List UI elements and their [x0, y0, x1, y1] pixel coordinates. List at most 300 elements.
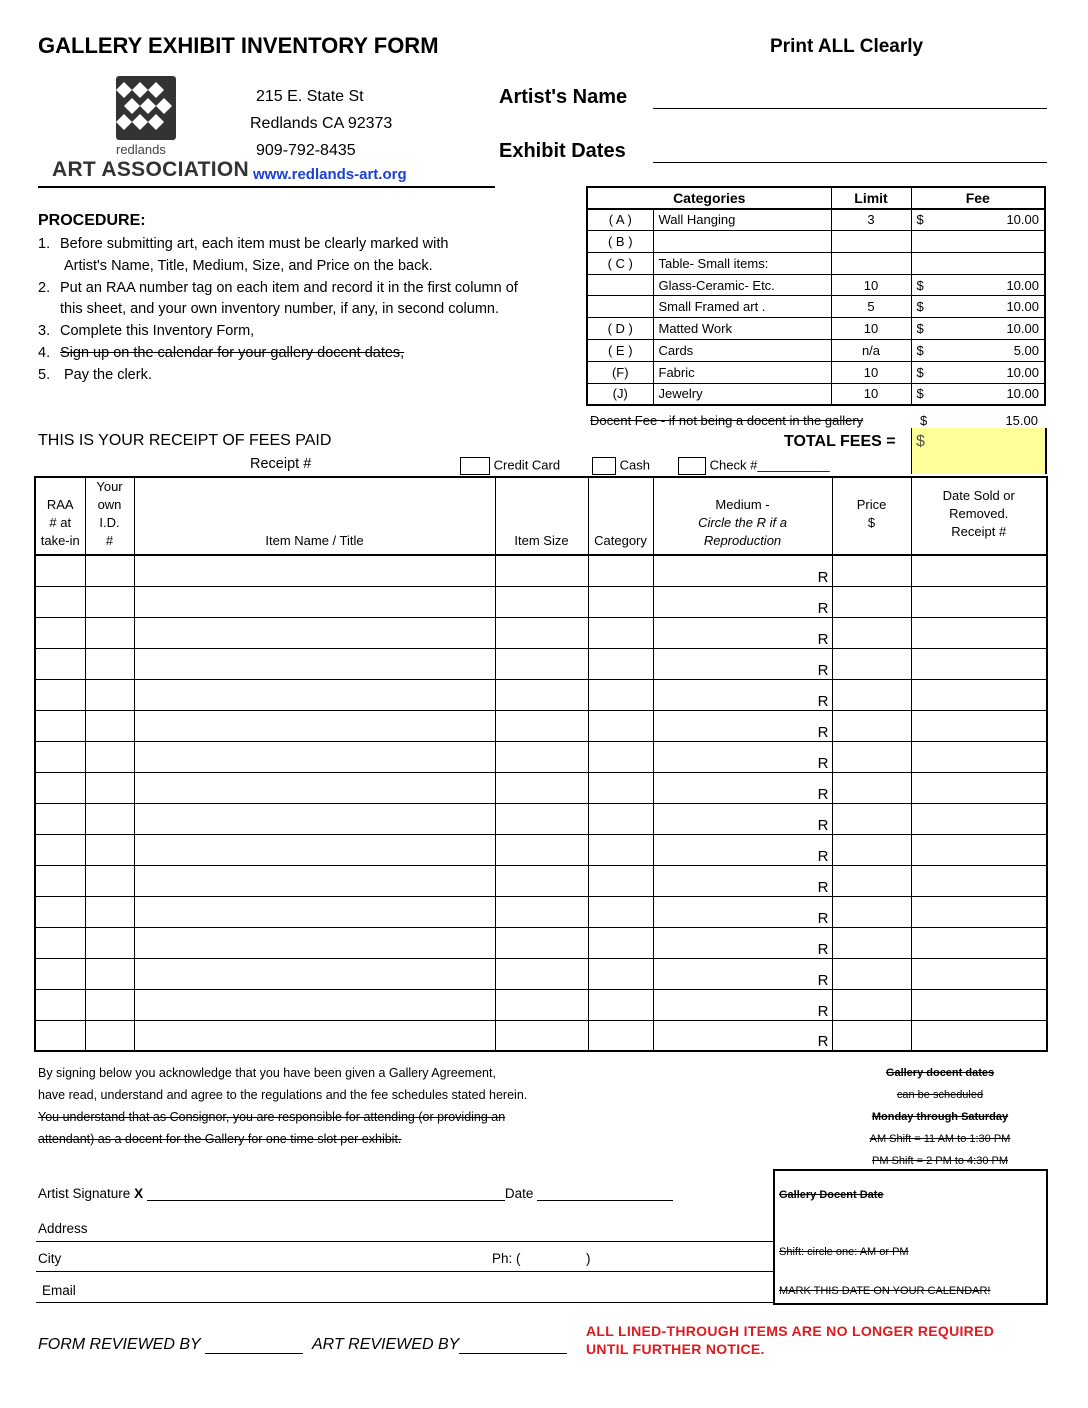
city-label: City — [38, 1251, 62, 1266]
category-cell[interactable] — [588, 648, 653, 679]
price-cell[interactable] — [832, 989, 911, 1020]
item-size-cell[interactable] — [495, 989, 588, 1020]
date-sold-cell[interactable] — [911, 555, 1047, 586]
inventory-row — [35, 927, 1047, 958]
category-fee — [911, 383, 1045, 405]
category-cell[interactable] — [588, 1020, 653, 1051]
category-code: (F) — [587, 361, 653, 383]
form-title: GALLERY EXHIBIT INVENTORY FORM — [38, 33, 439, 58]
item-name-cell[interactable] — [134, 865, 495, 896]
date-sold-cell[interactable] — [911, 617, 1047, 648]
raa-number-cell[interactable] — [35, 648, 85, 679]
price-cell[interactable] — [832, 772, 911, 803]
categories-header — [587, 187, 1045, 209]
form-reviewed-field[interactable] — [205, 1338, 303, 1354]
artist-name-field[interactable] — [653, 108, 1047, 109]
category-fee-value: 10.00 — [1006, 212, 1039, 228]
raa-number-cell[interactable] — [35, 927, 85, 958]
reproduction-marker[interactable]: R — [817, 1033, 829, 1050]
category-row — [587, 318, 1045, 340]
reproduction-marker[interactable]: R — [817, 909, 829, 927]
price-cell[interactable] — [832, 834, 911, 865]
date-label: Date — [504, 1186, 534, 1201]
city-field[interactable] — [36, 1271, 774, 1272]
category-limit: 10 — [831, 318, 911, 340]
raa-number-cell[interactable] — [35, 834, 85, 865]
own-id-cell[interactable] — [85, 958, 134, 989]
own-id-cell[interactable] — [85, 865, 134, 896]
procedure-step: 1. Before submitting art, each item must be clearly marked with Artist's Name, Title, Medium, Size, and Price on the back. — [38, 236, 449, 274]
cash-option[interactable] — [592, 457, 650, 475]
check-checkbox[interactable] — [678, 457, 706, 475]
category-fee-value: 10.00 — [1006, 277, 1039, 293]
procedure-step: 5. Pay the clerk. — [38, 366, 152, 383]
calendar-reminder: MARK THIS DATE ON YOUR CALENDAR! — [779, 1285, 991, 1297]
artist-signature-field[interactable] — [147, 1187, 505, 1201]
docent-fee-label: Docent Fee - if not being a docent in the gallery — [590, 413, 864, 428]
price-cell[interactable] — [832, 1020, 911, 1051]
raa-number-cell[interactable] — [35, 803, 85, 834]
price-cell[interactable] — [832, 927, 911, 958]
item-size-header: Item Size — [495, 477, 588, 555]
item-name-cell[interactable] — [134, 896, 495, 927]
address-city: Redlands CA 92373 — [250, 115, 393, 132]
item-name-cell[interactable] — [134, 710, 495, 741]
date-sold-cell[interactable] — [911, 927, 1047, 958]
receipt-number-label: Receipt # — [250, 456, 312, 472]
own-id-cell[interactable] — [85, 803, 134, 834]
category-name: Wall Hanging — [653, 209, 831, 231]
categories-table — [586, 186, 1046, 406]
medium-cell[interactable] — [653, 927, 832, 958]
category-limit — [831, 231, 911, 253]
raa-logo-icon — [116, 76, 176, 140]
price-cell[interactable] — [832, 555, 911, 586]
category-fee-currency: $ — [916, 342, 924, 358]
reproduction-marker[interactable]: R — [817, 847, 829, 865]
medium-cell[interactable] — [653, 741, 832, 772]
category-name: Matted Work — [653, 318, 831, 340]
item-name-cell[interactable] — [134, 586, 495, 617]
inventory-row — [35, 555, 1047, 586]
date-field[interactable] — [537, 1187, 673, 1201]
reproduction-marker[interactable]: R — [817, 661, 829, 679]
reproduction-marker[interactable]: R — [817, 723, 829, 741]
item-name-cell[interactable] — [134, 1020, 495, 1051]
category-code: ( D ) — [587, 318, 653, 340]
item-size-cell[interactable] — [495, 958, 588, 989]
raa-number-header: RAA # at take-in — [35, 477, 85, 555]
date-sold-cell[interactable] — [911, 710, 1047, 741]
category-header: Category — [588, 477, 653, 555]
category-cell[interactable] — [588, 741, 653, 772]
item-size-cell[interactable] — [495, 586, 588, 617]
category-code: ( E ) — [587, 340, 653, 362]
price-cell[interactable] — [832, 648, 911, 679]
reproduction-marker[interactable]: R — [817, 1002, 829, 1020]
procedure-step-struck: 4. Sign up on the calendar for your gallery docent dates, — [38, 344, 405, 361]
item-size-cell[interactable] — [495, 617, 588, 648]
item-size-cell[interactable] — [495, 834, 588, 865]
category-row — [587, 361, 1045, 383]
date-sold-cell[interactable] — [911, 958, 1047, 989]
medium-cell[interactable] — [653, 555, 832, 586]
category-cell[interactable] — [588, 617, 653, 648]
signature-x-mark: X — [134, 1186, 144, 1201]
item-size-cell[interactable] — [495, 555, 588, 586]
inventory-row — [35, 741, 1047, 772]
item-size-cell[interactable] — [495, 865, 588, 896]
date-sold-cell[interactable] — [911, 679, 1047, 710]
raa-number-cell[interactable] — [35, 710, 85, 741]
category-limit — [831, 252, 911, 274]
total-fees-label: TOTAL FEES = — [784, 433, 896, 450]
art-reviewed-field[interactable] — [459, 1338, 567, 1354]
category-code: (J) — [587, 383, 653, 405]
own-id-cell[interactable] — [85, 617, 134, 648]
inventory-row — [35, 989, 1047, 1020]
artist-signature-row — [38, 1186, 673, 1201]
category-limit: 10 — [831, 361, 911, 383]
receipt-heading: THIS IS YOUR RECEIPT OF FEES PAID — [38, 432, 332, 449]
reproduction-marker[interactable]: R — [817, 971, 829, 989]
own-id-cell[interactable] — [85, 1020, 134, 1051]
reproduction-marker[interactable]: R — [817, 878, 829, 896]
item-name-cell[interactable] — [134, 679, 495, 710]
category-code — [587, 274, 653, 296]
check-label: Check #__________ — [709, 457, 830, 473]
date-sold-cell[interactable] — [911, 896, 1047, 927]
procedure-heading: PROCEDURE: — [38, 212, 146, 229]
item-size-cell[interactable] — [495, 741, 588, 772]
own-id-cell[interactable] — [85, 989, 134, 1020]
own-id-cell[interactable] — [85, 679, 134, 710]
medium-cell[interactable] — [653, 772, 832, 803]
artist-name-label: Artist's Name — [499, 86, 628, 108]
address-phone: 909-792-8435 — [256, 142, 356, 159]
price-cell[interactable] — [832, 958, 911, 989]
category-name: Glass-Ceramic- Etc. — [653, 274, 831, 296]
raa-number-cell[interactable] — [35, 865, 85, 896]
medium-cell[interactable] — [653, 617, 832, 648]
own-id-cell[interactable] — [85, 710, 134, 741]
category-fee-value: 10.00 — [1006, 386, 1039, 402]
price-cell[interactable] — [832, 710, 911, 741]
raa-number-cell[interactable] — [35, 617, 85, 648]
reproduction-marker[interactable]: R — [817, 630, 829, 648]
category-fee — [911, 318, 1045, 340]
docent-fee-currency: $ — [920, 413, 928, 428]
item-size-cell[interactable] — [495, 648, 588, 679]
category-name: Jewelry — [653, 383, 831, 405]
medium-cell[interactable] — [653, 958, 832, 989]
price-cell[interactable] — [832, 679, 911, 710]
category-fee-currency: $ — [916, 212, 924, 228]
category-fee-currency: $ — [916, 299, 924, 315]
item-size-cell[interactable] — [495, 1020, 588, 1051]
price-cell[interactable] — [832, 803, 911, 834]
item-name-cell[interactable] — [134, 958, 495, 989]
docent-fee-value: 15.00 — [1005, 413, 1038, 428]
inventory-header — [35, 477, 1047, 555]
medium-cell[interactable] — [653, 710, 832, 741]
category-code — [587, 296, 653, 318]
medium-cell[interactable] — [653, 648, 832, 679]
category-fee — [911, 361, 1045, 383]
medium-cell[interactable] — [653, 896, 832, 927]
own-id-cell[interactable] — [85, 648, 134, 679]
category-row — [587, 383, 1045, 405]
fee-header: Fee — [911, 187, 1045, 209]
credit-card-label: Credit Card — [493, 457, 561, 473]
price-cell[interactable] — [832, 617, 911, 648]
date-sold-cell[interactable] — [911, 865, 1047, 896]
inventory-row — [35, 710, 1047, 741]
category-cell[interactable] — [588, 586, 653, 617]
category-limit: 5 — [831, 296, 911, 318]
raa-number-cell[interactable] — [35, 555, 85, 586]
item-name-cell[interactable] — [134, 555, 495, 586]
item-name-header: Item Name / Title — [134, 477, 495, 555]
category-limit: 10 — [831, 274, 911, 296]
price-cell[interactable] — [832, 896, 911, 927]
category-row — [587, 209, 1045, 231]
category-row — [587, 340, 1045, 362]
category-cell[interactable] — [588, 772, 653, 803]
date-sold-header: Date Sold or Removed. Receipt # — [911, 477, 1047, 555]
own-id-cell[interactable] — [85, 555, 134, 586]
category-code: ( B ) — [587, 231, 653, 253]
raa-number-cell[interactable] — [35, 741, 85, 772]
address-field[interactable] — [36, 1241, 774, 1242]
inventory-row — [35, 617, 1047, 648]
category-fee — [911, 252, 1045, 274]
category-cell[interactable] — [588, 834, 653, 865]
inventory-table — [34, 476, 1048, 1052]
limit-header: Limit — [831, 187, 911, 209]
reproduction-marker[interactable]: R — [817, 754, 829, 772]
form-reviewed-row — [38, 1336, 303, 1354]
reproduction-marker[interactable]: R — [817, 599, 829, 617]
category-fee — [911, 209, 1045, 231]
exhibit-dates-label: Exhibit Dates — [499, 140, 626, 162]
reproduction-marker[interactable]: R — [817, 816, 829, 834]
email-field[interactable] — [36, 1302, 774, 1303]
price-cell[interactable] — [832, 741, 911, 772]
cash-label: Cash — [619, 457, 650, 473]
date-sold-cell[interactable] — [911, 803, 1047, 834]
item-name-cell[interactable] — [134, 741, 495, 772]
category-fee — [911, 274, 1045, 296]
category-cell[interactable] — [588, 710, 653, 741]
raa-number-cell[interactable] — [35, 679, 85, 710]
medium-cell[interactable] — [653, 834, 832, 865]
item-size-cell[interactable] — [495, 927, 588, 958]
category-cell[interactable] — [588, 865, 653, 896]
category-cell[interactable] — [588, 679, 653, 710]
price-header: Price $ — [832, 477, 911, 555]
art-reviewed-row — [312, 1336, 567, 1354]
inventory-row — [35, 865, 1047, 896]
raa-number-cell[interactable] — [35, 958, 85, 989]
medium-cell[interactable] — [653, 803, 832, 834]
item-name-cell[interactable] — [134, 617, 495, 648]
inventory-row — [35, 648, 1047, 679]
own-id-cell[interactable] — [85, 834, 134, 865]
own-id-cell[interactable] — [85, 772, 134, 803]
category-limit: n/a — [831, 340, 911, 362]
category-name: Cards — [653, 340, 831, 362]
item-name-cell[interactable] — [134, 989, 495, 1020]
price-cell[interactable] — [832, 865, 911, 896]
artist-signature-label: Artist Signature — [38, 1186, 131, 1201]
category-fee — [911, 340, 1045, 362]
inventory-row — [35, 586, 1047, 617]
category-fee-currency: $ — [916, 386, 924, 402]
total-fees-currency: $ — [916, 433, 925, 450]
date-sold-cell[interactable] — [911, 989, 1047, 1020]
category-cell[interactable] — [588, 896, 653, 927]
docent-fee-row — [590, 413, 1042, 428]
item-size-cell[interactable] — [495, 772, 588, 803]
docent-schedule-info: Gallery docent dates can be scheduled Monday through Saturday AM Shift = 11 AM to 1:30 PM PM Shift = 2 PM to 4:30 PM — [869, 1067, 1011, 1167]
medium-cell[interactable] — [653, 679, 832, 710]
exhibit-dates-field[interactable] — [653, 162, 1047, 163]
raa-number-cell[interactable] — [35, 896, 85, 927]
category-fee-value: 10.00 — [1006, 364, 1039, 380]
category-name: Small Framed art . — [653, 296, 831, 318]
item-name-cell[interactable] — [134, 803, 495, 834]
category-cell[interactable] — [588, 927, 653, 958]
own-id-cell[interactable] — [85, 741, 134, 772]
item-size-cell[interactable] — [495, 803, 588, 834]
raa-number-cell[interactable] — [35, 989, 85, 1020]
inventory-row — [35, 896, 1047, 927]
own-id-cell[interactable] — [85, 927, 134, 958]
category-row — [587, 252, 1045, 274]
item-name-cell[interactable] — [134, 927, 495, 958]
category-code: ( A ) — [587, 209, 653, 231]
category-fee-currency: $ — [916, 321, 924, 337]
medium-cell[interactable] — [653, 865, 832, 896]
email-label: Email — [42, 1283, 76, 1298]
inventory-row — [35, 803, 1047, 834]
medium-cell[interactable] — [653, 586, 832, 617]
form-reviewed-label: FORM REVIEWED BY — [38, 1336, 201, 1353]
lined-through-notice: ALL LINED-THROUGH ITEMS ARE NO LONGER REQUIRED UNTIL FURTHER NOTICE. — [586, 1323, 995, 1357]
own-id-header: Your own I.D. # — [85, 477, 134, 555]
item-size-cell[interactable] — [495, 679, 588, 710]
item-name-cell[interactable] — [134, 772, 495, 803]
item-name-cell[interactable] — [134, 834, 495, 865]
category-fee-value: 10.00 — [1006, 299, 1039, 315]
date-sold-cell[interactable] — [911, 741, 1047, 772]
price-cell[interactable] — [832, 586, 911, 617]
inventory-row — [35, 834, 1047, 865]
address-street: 215 E. State St — [256, 88, 364, 105]
inventory-row — [35, 958, 1047, 989]
art-reviewed-label: ART REVIEWED BY — [312, 1336, 460, 1353]
phone-close: ) — [586, 1251, 591, 1266]
logo-name: ART ASSOCIATION — [52, 158, 249, 181]
category-name — [653, 231, 831, 253]
address-label: Address — [38, 1221, 88, 1236]
reproduction-marker[interactable]: R — [817, 940, 829, 958]
inventory-row — [35, 1020, 1047, 1051]
date-sold-cell[interactable] — [911, 648, 1047, 679]
website-link[interactable]: www.redlands-art.org — [253, 166, 407, 183]
category-fee-currency: $ — [916, 364, 924, 380]
category-fee — [911, 296, 1045, 318]
total-fees-field[interactable] — [911, 428, 1047, 474]
date-sold-cell[interactable] — [911, 772, 1047, 803]
category-limit: 10 — [831, 383, 911, 405]
raa-number-cell[interactable] — [35, 772, 85, 803]
category-row — [587, 231, 1045, 253]
item-size-cell[interactable] — [495, 710, 588, 741]
category-cell[interactable] — [588, 555, 653, 586]
category-limit: 3 — [831, 209, 911, 231]
inventory-row — [35, 772, 1047, 803]
category-fee-value: 5.00 — [1013, 342, 1039, 358]
inventory-row — [35, 679, 1047, 710]
categories-header-label: Categories — [587, 187, 831, 209]
item-size-cell[interactable] — [495, 896, 588, 927]
procedure-step: 3. Complete this Inventory Form, — [38, 323, 255, 340]
medium-cell[interactable] — [653, 1020, 832, 1051]
category-cell[interactable] — [588, 989, 653, 1020]
shift-label: Shift: circle one: AM or PM — [779, 1246, 909, 1258]
header-divider — [38, 186, 495, 188]
credit-card-option[interactable] — [460, 457, 560, 475]
own-id-cell[interactable] — [85, 896, 134, 927]
reproduction-marker[interactable]: R — [817, 568, 829, 586]
reproduction-marker[interactable]: R — [817, 785, 829, 803]
docent-date-label: Gallery Docent Date — [779, 1189, 884, 1201]
raa-number-cell[interactable] — [35, 586, 85, 617]
category-cell[interactable] — [588, 803, 653, 834]
category-row — [587, 296, 1045, 318]
category-fee — [911, 231, 1045, 253]
category-row — [587, 274, 1045, 296]
procedure-step: 2. Put an RAA number tag on each item and record it in the first column of this sheet, and your own inventory number, if any, in second column. — [38, 279, 518, 318]
own-id-cell[interactable] — [85, 586, 134, 617]
category-cell[interactable] — [588, 958, 653, 989]
reproduction-marker[interactable]: R — [817, 692, 829, 710]
date-sold-cell[interactable] — [911, 586, 1047, 617]
medium-header: Medium - Circle the R if a Reproduction — [653, 477, 832, 555]
item-name-cell[interactable] — [134, 648, 495, 679]
credit-card-checkbox[interactable] — [460, 457, 490, 475]
category-code: ( C ) — [587, 252, 653, 274]
raa-number-cell[interactable] — [35, 1020, 85, 1051]
category-fee-value: 10.00 — [1006, 321, 1039, 337]
cash-checkbox[interactable] — [592, 457, 616, 475]
date-sold-cell[interactable] — [911, 834, 1047, 865]
logo-small-text: redlands — [116, 142, 166, 157]
date-sold-cell[interactable] — [911, 1020, 1047, 1051]
phone-label: Ph: ( — [492, 1251, 521, 1266]
check-option[interactable] — [678, 457, 830, 475]
print-instruction: Print ALL Clearly — [770, 36, 924, 57]
category-name: Fabric — [653, 361, 831, 383]
medium-cell[interactable] — [653, 989, 832, 1020]
raa-logo — [38, 74, 248, 184]
docent-date-box — [773, 1169, 1048, 1305]
category-fee-currency: $ — [916, 277, 924, 293]
procedure-list — [38, 234, 583, 387]
category-name: Table- Small items: — [653, 252, 831, 274]
